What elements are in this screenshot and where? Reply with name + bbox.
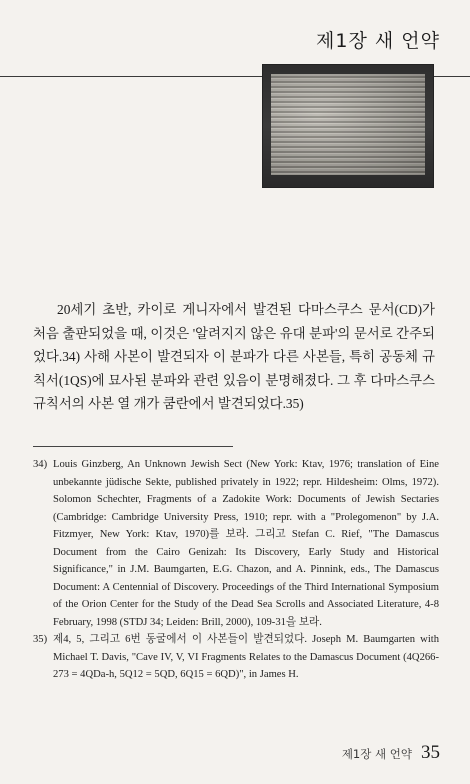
page-footer xyxy=(342,742,440,764)
page-header-title: 제1장 새 언약 xyxy=(316,30,440,52)
manuscript-photo-image xyxy=(271,74,425,175)
manuscript-photo xyxy=(262,64,434,188)
page-number: 35 xyxy=(421,742,440,763)
footnote-number: 35) xyxy=(33,634,48,645)
footnote-34 xyxy=(33,456,439,631)
footnote-text: Louis Ginzberg, An Unknown Jewish Sect (New York: Ktav, 1976; translation of Eine unbekannte jüdische Sekte, published privately in 1922; repr. Hildesheim: Olms, 1972). Solomon Schechter, Fragments of a Zadokite Work: Documents of Jewish Sectaries (Cambridge: Cambridge University Press, 1910; repr. with a "Prolegomenon" by J.A. Fitzmyer, New York: Ktav, 1970)를 보라. 그리고 Stefan C. Rief, "The Damascus Document from the Cairo Genizah: Its Discovery, Early Study and Historical Significance," in J.M. Baumgarten, E.G. Chazon, and A. Pinnink, eds., The Damascus Document: A Centennial of Discovery. Proceedings of the Third International Symposium of the Orion Center for the Study of the Dead Sea Scrolls and Associated Literature, 4-8 February, 1998 (STDJ 34; Leiden: Brill, 2000), 109-31을 보라. xyxy=(53,459,439,628)
footnote-text: 제4, 5, 그리고 6번 동굴에서 이 사본들이 발견되었다. Joseph M. Baumgarten with Michael T. Davis, "Cave IV, V, VI Fragments Relates to the Damascus Document (4Q266-273 = 4QDa-h, 5Q12 = 5QD, 6Q15 = 6QD)", in James H. xyxy=(53,634,439,680)
footer-chapter-label: 제1장 새 언약 xyxy=(341,747,412,761)
footnotes xyxy=(33,456,439,684)
footnote-rule xyxy=(33,446,233,447)
body-paragraph: 20세기 초반, 카이로 게니자에서 발견된 다마스쿠스 문서(CD)가 처음 출판되었을 때, 이것은 '알려지지 않은 유대 분파'의 문서로 간주되었다.34) 사해 사본이 발견되자 이 분파가 다른 사본들, 특히 공동체 규칙서(1QS)에 묘사된 분파와 관련 있음이 분명해졌다. 그 후 다마스쿠스 규칙서의 사본 열 개가 쿰란에서 발견되었다.35) xyxy=(33,302,435,411)
footnote-35 xyxy=(33,631,439,684)
footnote-number: 34) xyxy=(33,459,48,470)
body-text xyxy=(33,298,435,416)
